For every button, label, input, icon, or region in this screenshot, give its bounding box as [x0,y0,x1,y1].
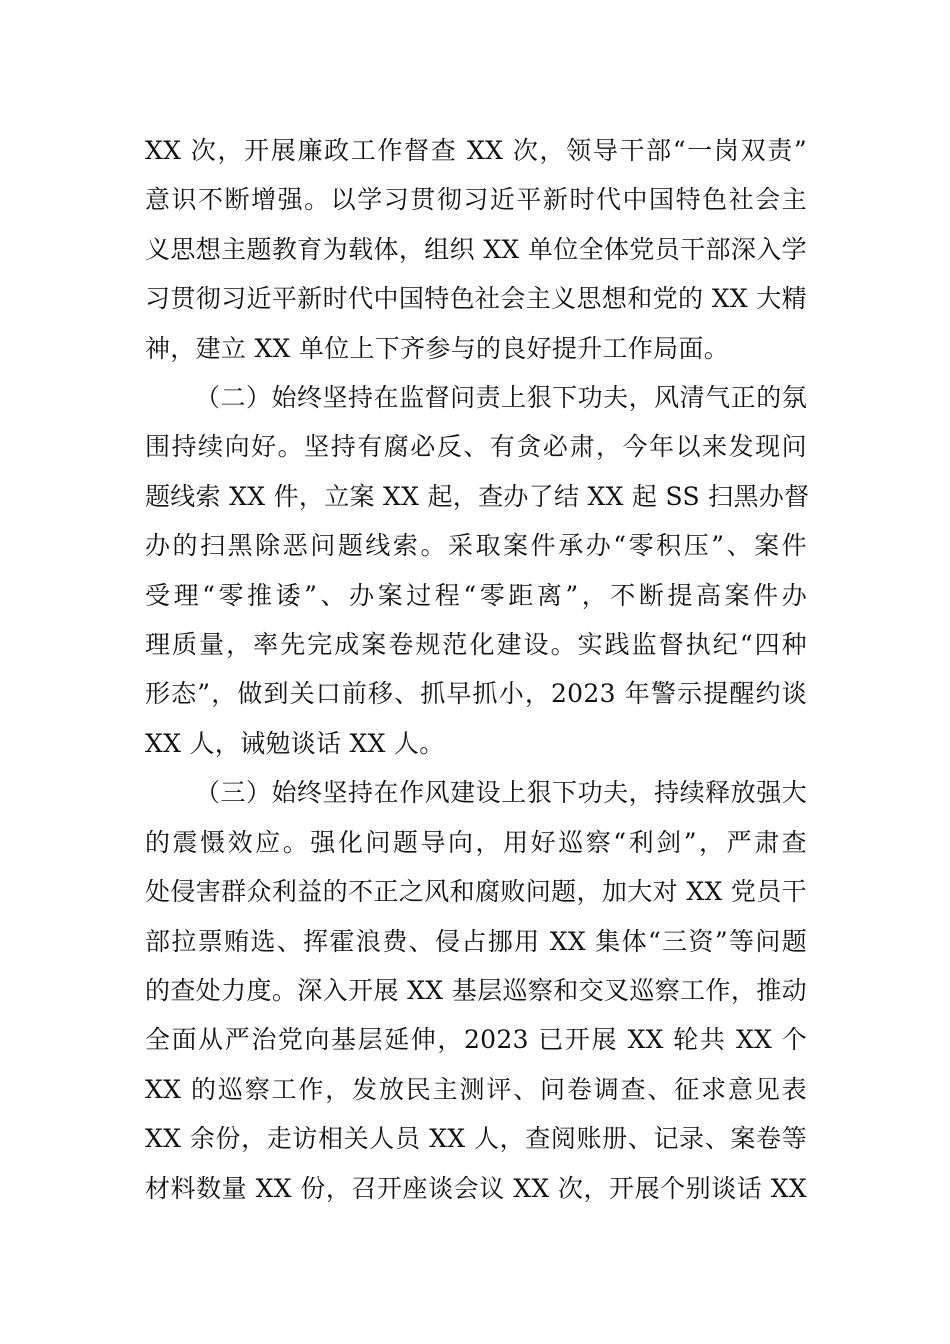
text-line: 受理“零推诿”、办案过程“零距离”，不断提高案件办 [145,580,807,610]
paragraph-section-two [145,373,810,768]
text-line: 部拉票贿选、挥霍浪费、侵占挪用 XX 集体“三资”等问题 [145,926,807,956]
section-heading-line: （三）始终坚持在作风建设上狠下功夫，持续释放强大 [195,778,807,808]
text-line: 材料数量 XX 份，召开座谈会议 XX 次，开展个别谈话 XX [145,1173,807,1203]
text-line: 的查处力度。深入开展 XX 基层巡察和交叉巡察工作，推动 [145,975,807,1005]
text-line: 习贯彻习近平新时代中国特色社会主义思想和党的 XX 大精 [145,284,807,314]
text-line: XX 的巡察工作，发放民主测评、问卷调查、征求意见表 [145,1074,807,1104]
text-line: 形态”，做到关口前移、抓早抓小，2023 年警示提醒约谈 [145,679,807,709]
paragraph-section-three [145,768,807,1213]
paragraph-continued [145,126,807,373]
text-line: 全面从严治党向基层延伸，2023 已开展 XX 轮共 XX 个 [145,1025,807,1055]
text-line: 围持续向好。坚持有腐必反、有贪必肃，今年以来发现问 [145,432,807,462]
text-line: 义思想主题教育为载体，组织 XX 单位全体党员干部深入学 [145,234,807,264]
text-line: 办的扫黑除恶问题线索。采取案件承办“零积压”、案件 [145,531,807,561]
document-body [145,126,810,1213]
text-line: 处侵害群众利益的不正之风和腐败问题，加大对 XX 党员干 [145,877,807,907]
text-line: XX 次，开展廉政工作督查 XX 次，领导干部“一岗双责” [145,136,807,165]
text-line: 意识不断增强。以学习贯彻习近平新时代中国特色社会主 [145,185,807,215]
text-line: 的震慑效应。强化问题导向，用好巡察“利剑”，严肃查 [145,827,807,857]
section-heading-line: （二）始终坚持在监督问责上狠下功夫，风清气正的氛 [195,383,807,413]
text-line: 题线索 XX 件，立案 XX 起，查办了结 XX 起 SS 扫黑办督 [145,481,810,511]
text-line: XX 余份，走访相关人员 XX 人，查阅账册、记录、案卷等 [145,1124,807,1154]
text-line: 理质量，率先完成案卷规范化建设。实践监督执纪“四种 [145,630,807,660]
text-line: XX 人，诫勉谈话 XX 人。 [145,728,445,758]
text-line: 神，建立 XX 单位上下齐参与的良好提升工作局面。 [145,333,729,363]
